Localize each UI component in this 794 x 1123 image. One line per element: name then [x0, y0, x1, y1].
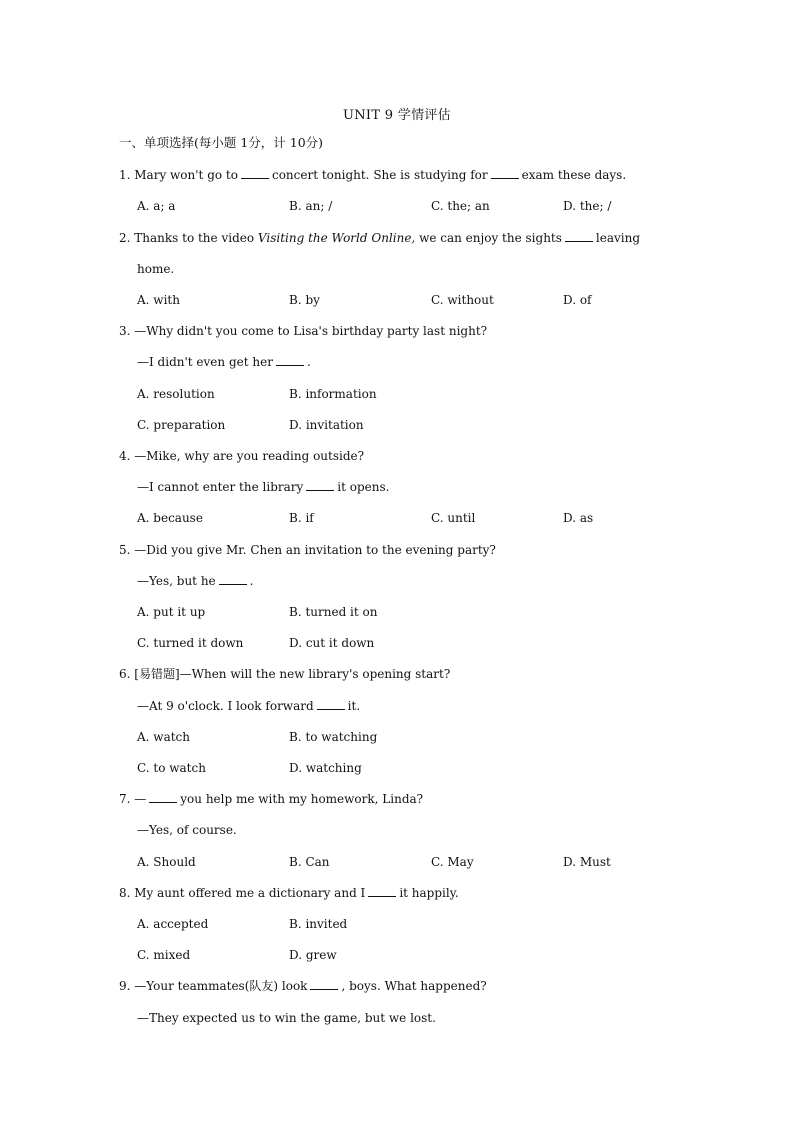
- question-text: 7. —: [119, 792, 147, 806]
- answer-blank: [219, 574, 247, 585]
- option-d: D. invitation: [289, 418, 364, 432]
- option-a: A. Should: [137, 855, 196, 869]
- question-text: it happily.: [399, 886, 459, 900]
- question-text: we can enjoy the sights: [419, 231, 562, 245]
- question-text: 9. —Your teammates(队友) look: [119, 979, 308, 993]
- option-d: D. as: [563, 511, 594, 525]
- question-text: concert tonight. She is studying for: [271, 168, 488, 182]
- option-b: B. invited: [289, 917, 348, 931]
- question-reply: —Yes, of course.: [137, 823, 237, 837]
- page-title: UNIT 9 学情评估: [343, 108, 451, 123]
- option-d: D. cut it down: [289, 636, 375, 650]
- question-2: [119, 230, 640, 246]
- question-9: [119, 978, 487, 994]
- question-text: you help me with my homework, Linda?: [180, 792, 424, 806]
- option-a: A. accepted: [137, 917, 209, 931]
- option-b: B. if: [289, 511, 314, 525]
- question-reply: [137, 479, 389, 495]
- option-d: D. grew: [289, 948, 337, 962]
- option-c: C. until: [431, 511, 476, 525]
- answer-blank: [565, 231, 593, 242]
- option-c: C. without: [431, 293, 494, 307]
- option-a: A. put it up: [137, 605, 206, 619]
- video-title: Visiting the World Online,: [257, 231, 416, 245]
- question-text: leaving: [595, 231, 641, 245]
- option-c: C. May: [431, 855, 474, 869]
- question-text: —I cannot enter the library: [137, 480, 304, 494]
- option-b: B. turned it on: [289, 605, 378, 619]
- answer-blank: [317, 699, 345, 710]
- question-text: it opens.: [337, 480, 390, 494]
- answer-blank: [491, 168, 519, 179]
- option-d: D. the; /: [563, 199, 612, 213]
- question-3: 3. —Why didn't you come to Lisa's birthday party last night?: [119, 324, 488, 338]
- question-text: .: [306, 355, 311, 369]
- question-8: [119, 885, 459, 901]
- option-c: C. mixed: [137, 948, 191, 962]
- question-reply: [137, 354, 311, 370]
- option-a: A. a; a: [137, 199, 176, 213]
- answer-blank: [306, 480, 334, 491]
- answer-blank: [149, 792, 177, 803]
- question-6: 6. [易错题]—When will the new library's opening start?: [119, 667, 451, 681]
- answer-blank: [310, 979, 338, 990]
- answer-blank: [241, 168, 269, 179]
- question-text: —Yes, but he: [137, 574, 216, 588]
- answer-blank: [368, 886, 396, 897]
- option-b: B. by: [289, 293, 320, 307]
- question-text: —At 9 o'clock. I look forward: [137, 699, 314, 713]
- question-text: , boys. What happened?: [341, 979, 487, 993]
- option-b: B. information: [289, 387, 377, 401]
- option-a: A. watch: [137, 730, 190, 744]
- question-text: 8. My aunt offered me a dictionary and I: [119, 886, 366, 900]
- question-continuation: home.: [137, 262, 175, 276]
- option-d: D. watching: [289, 761, 362, 775]
- option-d: D. Must: [563, 855, 611, 869]
- option-a: A. resolution: [137, 387, 215, 401]
- question-reply: —They expected us to win the game, but we lost.: [137, 1011, 436, 1025]
- option-a: A. because: [137, 511, 203, 525]
- option-c: C. turned it down: [137, 636, 244, 650]
- option-b: B. Can: [289, 855, 330, 869]
- question-text: it.: [347, 699, 361, 713]
- option-c: C. the; an: [431, 199, 490, 213]
- question-reply: [137, 698, 360, 714]
- question-7: [119, 791, 423, 807]
- question-text: .: [249, 574, 254, 588]
- question-text: exam these days.: [521, 168, 627, 182]
- option-c: C. preparation: [137, 418, 226, 432]
- option-b: B. an; /: [289, 199, 333, 213]
- question-1: [119, 167, 626, 183]
- option-d: D. of: [563, 293, 592, 307]
- question-5: 5. —Did you give Mr. Chen an invitation to the evening party?: [119, 543, 496, 557]
- question-reply: [137, 573, 253, 589]
- option-a: A. with: [137, 293, 180, 307]
- option-b: B. to watching: [289, 730, 378, 744]
- question-text: —I didn't even get her: [137, 355, 273, 369]
- answer-blank: [276, 355, 304, 366]
- question-text: 2. Thanks to the video: [119, 231, 255, 245]
- question-4: 4. —Mike, why are you reading outside?: [119, 449, 365, 463]
- option-c: C. to watch: [137, 761, 206, 775]
- section-heading: 一、单项选择(每小题 1分，计 10分): [119, 135, 324, 150]
- question-text: 1. Mary won't go to: [119, 168, 238, 182]
